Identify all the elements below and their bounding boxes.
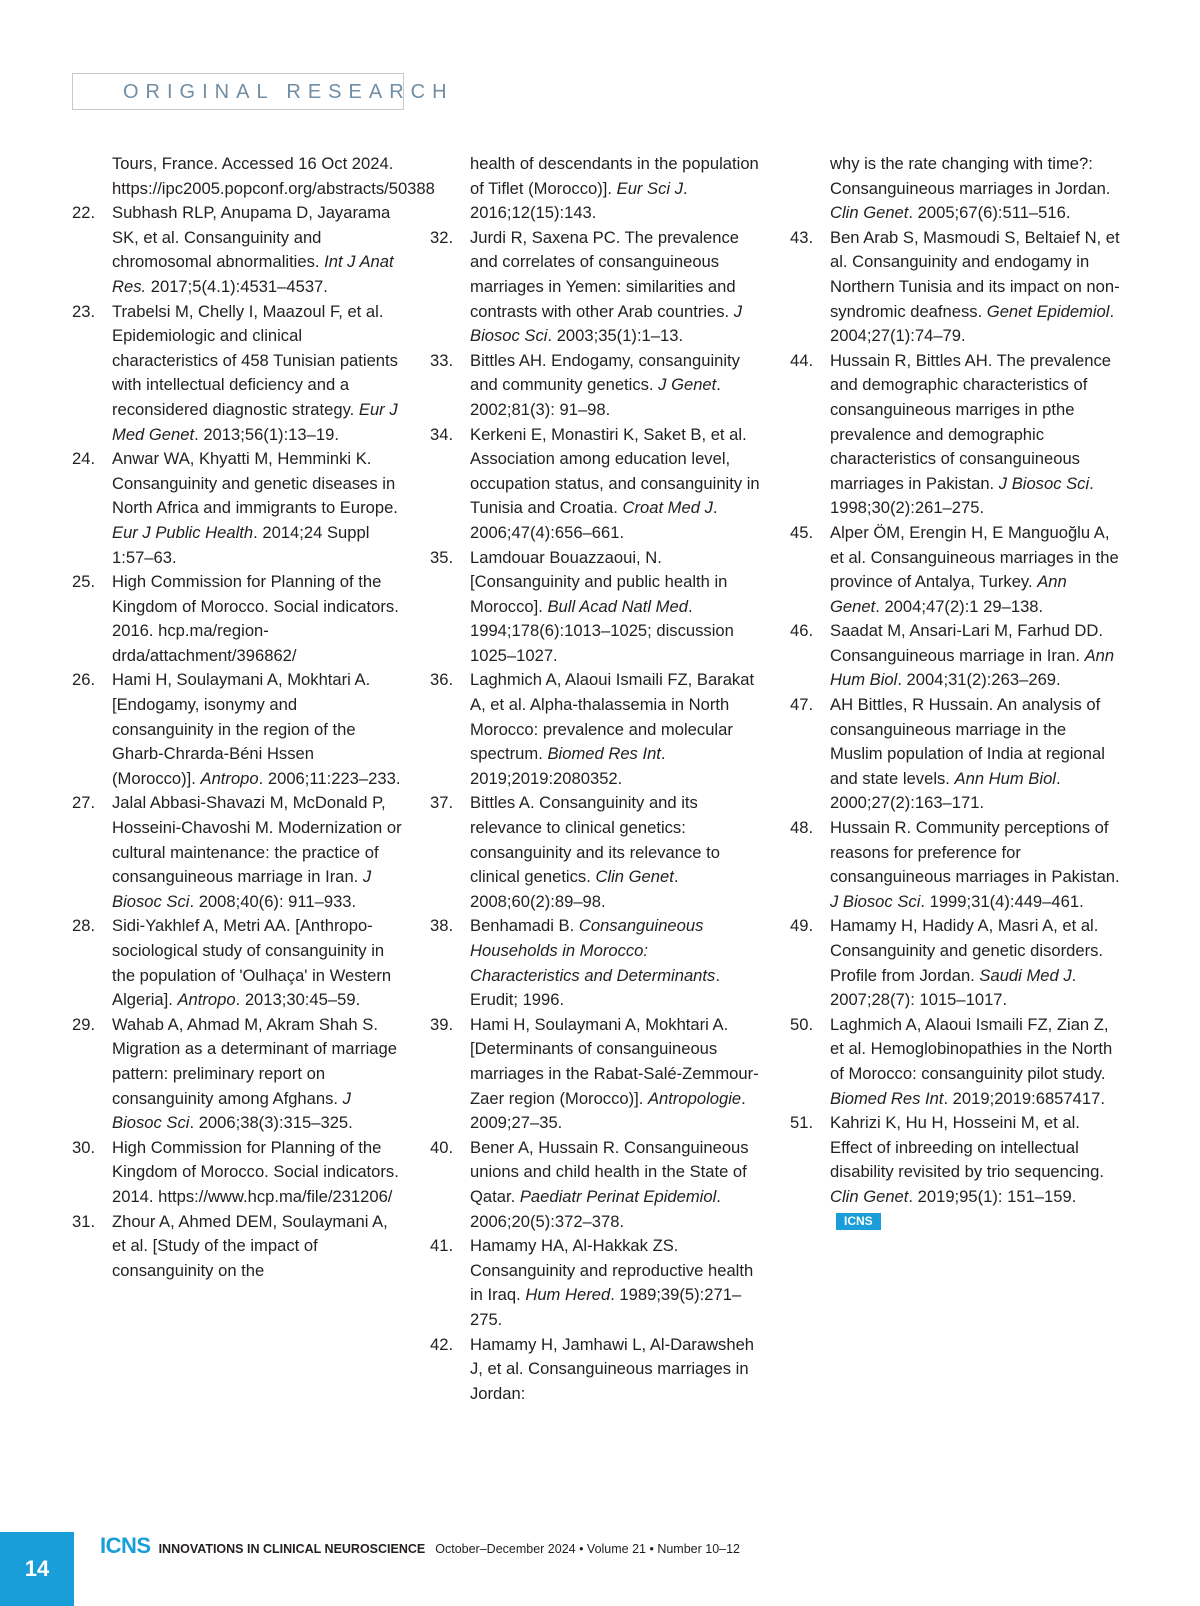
reference-item bbox=[72, 668, 402, 791]
reference-number: 49. bbox=[790, 916, 814, 936]
journal-logo: ICNS bbox=[100, 1533, 151, 1558]
reference-item bbox=[430, 1333, 760, 1407]
reference-number: 30. bbox=[72, 1137, 96, 1157]
reference-item bbox=[430, 152, 760, 226]
reference-item bbox=[72, 1210, 402, 1284]
reference-item bbox=[790, 521, 1120, 619]
reference-number: 47. bbox=[790, 695, 814, 715]
reference-text: Kahrizi K, Hu H, Hosseini M, et al. Effect of inbreeding on intellectual disability revisited by trio sequencing. Clin Genet. 2019;95(1): 151–159.ICNS bbox=[830, 1113, 1104, 1228]
reference-number: 23. bbox=[72, 301, 96, 321]
reference-text: Wahab A, Ahmad M, Akram Shah S. Migration as a determinant of marriage pattern: preliminary report on consanguinity among Afghans. J Biosoc Sci. 2006;38(3):315–325. bbox=[112, 1014, 397, 1133]
reference-text: Zhour A, Ahmed DEM, Soulaymani A, et al. [Study of the impact of consanguinity on the bbox=[112, 1211, 388, 1280]
reference-text: High Commission for Planning of the Kingdom of Morocco. Social indicators. 2016. hcp.ma/region-drda/attachment/396862/ bbox=[112, 572, 399, 665]
reference-number: 50. bbox=[790, 1014, 814, 1034]
references-column-1 bbox=[72, 152, 435, 1283]
references-column-3 bbox=[790, 152, 1120, 1234]
reference-text: Jalal Abbasi-Shavazi M, McDonald P, Hosseini-Chavoshi M. Modernization or cultural maintenance: the practice of consanguineous marriage in Iran. J Biosoc Sci. 2008;40(6): 911–933. bbox=[112, 793, 402, 911]
reference-text: Jurdi R, Saxena PC. The prevalence and correlates of consanguineous marriages in Yemen: similarities and contrasts with other Arab countries. J Biosoc Sci. 2003;35(1):1–13. bbox=[470, 227, 743, 346]
reference-number: 25. bbox=[72, 572, 96, 592]
issue-info: October–December 2024 • Volume 21 • Number 10–12 bbox=[435, 1542, 741, 1556]
reference-item bbox=[430, 226, 760, 349]
reference-item bbox=[790, 1111, 1120, 1234]
reference-item bbox=[790, 152, 1120, 226]
page-number: 14 bbox=[24, 1556, 50, 1581]
reference-text: why is the rate changing with time?: Consanguineous marriages in Jordan. Clin Genet. 2005;67(6):511–516. bbox=[830, 154, 1111, 223]
reference-number: 38. bbox=[430, 916, 454, 936]
reference-item bbox=[72, 447, 402, 570]
reference-item bbox=[72, 152, 435, 201]
reference-item bbox=[790, 1013, 1120, 1111]
reference-item bbox=[72, 300, 402, 448]
reference-number: 48. bbox=[790, 818, 814, 838]
reference-text: Bener A, Hussain R. Consanguineous unions and child health in the State of Qatar. Paediatr Perinat Epidemiol. 2006;20(5):372–378. bbox=[470, 1137, 749, 1231]
reference-text: Hamamy HA, Al-Hakkak ZS. Consanguinity and reproductive health in Iraq. Hum Hered. 1989;39(5):271–275. bbox=[470, 1236, 754, 1329]
reference-number: 22. bbox=[72, 203, 96, 223]
reference-number: 34. bbox=[430, 424, 454, 444]
reference-number: 51. bbox=[790, 1113, 814, 1133]
reference-text: Sidi-Yakhlef A, Metri AA. [Anthropo-sociological study of consanguinity in the population of 'Oulhaça' in Western Algeria]. Antropo. 2013;30:45–59. bbox=[112, 916, 392, 1010]
journal-name: INNOVATIONS IN CLINICAL NEUROSCIENCE bbox=[158, 1542, 426, 1556]
reference-text: Anwar WA, Khyatti M, Hemminki K. Consanguinity and genetic diseases in North Africa and immigrants to Europe. Eur J Public Health. 2014;24 Suppl 1:57–63. bbox=[112, 449, 398, 567]
reference-number: 33. bbox=[430, 350, 454, 370]
reference-item bbox=[790, 619, 1120, 693]
reference-text: Alper ÖM, Erengin H, E Manguoğlu A, et al. Consanguineous marriages in the province of Antalya, Turkey. Ann Genet. 2004;47(2):1 29–138. bbox=[830, 522, 1119, 616]
reference-text: Ben Arab S, Masmoudi S, Beltaief N, et al. Consanguinity and endogamy in Northern Tunisia and its impact on non-syndromic deafness. Genet Epidemiol. 2004;27(1):74–79. bbox=[830, 227, 1120, 346]
reference-text: Bittles AH. Endogamy, consanguinity and community genetics. J Genet. 2002;81(3): 91–98. bbox=[470, 350, 740, 419]
reference-number: 37. bbox=[430, 793, 454, 813]
reference-number: 46. bbox=[790, 621, 814, 641]
reference-text: Hami H, Soulaymani A, Mokhtari A. [Endogamy, isonymy and consanguinity in the region of the Gharb-Chrarda-Béni Hssen (Morocco)]. Antropo. 2006;11:223–233. bbox=[112, 670, 401, 788]
reference-item bbox=[790, 349, 1120, 521]
reference-text: Hussain R, Bittles AH. The prevalence and demographic characteristics of consanguineous marriges in pthe prevalence and demographic characteristics of consanguineous marriages in Pakistan. J Biosoc Sci. 1998;30(2):261–275. bbox=[830, 350, 1111, 518]
reference-item bbox=[790, 816, 1120, 914]
reference-item bbox=[72, 914, 402, 1012]
reference-number: 44. bbox=[790, 350, 814, 370]
reference-text: Laghmich A, Alaoui Ismaili FZ, Zian Z, et al. Hemoglobinopathies in the North of Morocco: consanguinity pilot study. Biomed Res Int. 2019;2019:6857417. bbox=[830, 1014, 1113, 1108]
reference-item bbox=[430, 914, 760, 1012]
reference-item bbox=[430, 791, 760, 914]
reference-number: 45. bbox=[790, 522, 814, 542]
reference-text: Tours, France. Accessed 16 Oct 2024. https://ipc2005.popconf.org/abstracts/50388 bbox=[112, 154, 435, 198]
section-label: ORIGINAL RESEARCH bbox=[123, 81, 454, 103]
section-header bbox=[72, 73, 454, 110]
reference-text: Bittles A. Consanguinity and its relevance to clinical genetics: consanguinity and its relevance to clinical genetics. Clin Genet. 2008;60(2):89–98. bbox=[470, 793, 720, 911]
reference-text: Trabelsi M, Chelly I, Maazoul F, et al. Epidemiologic and clinical characteristics of 458 Tunisian patients with intellectual deficiency and a reconsidered diagnostic strategy. Eur J Med Genet. 2013;56(1):13–19. bbox=[112, 301, 398, 444]
end-of-article-badge: ICNS bbox=[836, 1213, 881, 1230]
reference-number: 43. bbox=[790, 227, 814, 247]
reference-text: Kerkeni E, Monastiri K, Saket B, et al. Association among education level, occupation status, and consanguinity in Tunisia and Croatia. Croat Med J. 2006;47(4):656–661. bbox=[470, 424, 760, 542]
reference-number: 27. bbox=[72, 793, 96, 813]
reference-number: 41. bbox=[430, 1236, 454, 1256]
reference-number: 28. bbox=[72, 916, 96, 936]
reference-item bbox=[430, 423, 760, 546]
reference-text: Hussain R. Community perceptions of reasons for preference for consanguineous marriages in Pakistan. J Biosoc Sci. 1999;31(4):449–461. bbox=[830, 818, 1120, 911]
reference-item bbox=[430, 668, 760, 791]
footer bbox=[100, 1533, 740, 1559]
reference-item bbox=[72, 570, 402, 668]
reference-number: 26. bbox=[72, 670, 96, 690]
reference-item bbox=[790, 226, 1120, 349]
reference-number: 29. bbox=[72, 1014, 96, 1034]
reference-text: High Commission for Planning of the Kingdom of Morocco. Social indicators. 2014. https://www.hcp.ma/file/231206/ bbox=[112, 1137, 399, 1206]
reference-number: 36. bbox=[430, 670, 454, 690]
reference-item bbox=[430, 1136, 760, 1234]
reference-number: 40. bbox=[430, 1137, 454, 1157]
reference-item bbox=[430, 349, 760, 423]
reference-item bbox=[430, 546, 760, 669]
reference-number: 32. bbox=[430, 227, 454, 247]
reference-item bbox=[72, 791, 402, 914]
reference-text: Hami H, Soulaymani A, Mokhtari A. [Determinants of consanguineous marriages in the Rabat-Salé-Zemmour-Zaer region (Morocco)]. Antropologie. 2009;27–35. bbox=[470, 1014, 759, 1133]
reference-item bbox=[72, 1136, 402, 1210]
references-column-2 bbox=[430, 152, 760, 1406]
reference-item bbox=[72, 1013, 402, 1136]
reference-item bbox=[790, 914, 1120, 1012]
reference-item bbox=[72, 201, 402, 299]
reference-text: Saadat M, Ansari-Lari M, Farhud DD. Consanguineous marriage in Iran. Ann Hum Biol. 2004;31(2):263–269. bbox=[830, 621, 1115, 690]
reference-text: Benhamadi B. Consanguineous Households in Morocco: Characteristics and Determinants. Erudit; 1996. bbox=[470, 916, 720, 1010]
reference-number: 39. bbox=[430, 1014, 454, 1034]
reference-number: 42. bbox=[430, 1334, 454, 1354]
reference-number: 24. bbox=[72, 449, 96, 469]
reference-text: Lamdouar Bouazzaoui, N. [Consanguinity and public health in Morocco]. Bull Acad Natl Med. 1994;178(6):1013–1025; discussion 1025–1027. bbox=[470, 547, 734, 665]
reference-text: Laghmich A, Alaoui Ismaili FZ, Barakat A, et al. Alpha-thalassemia in North Morocco: prevalence and molecular spectrum. Biomed Res Int. 2019;2019:2080352. bbox=[470, 670, 755, 788]
reference-text: Subhash RLP, Anupama D, Jayarama SK, et al. Consanguinity and chromosomal abnormalities. Int J Anat Res. 2017;5(4.1):4531–4537. bbox=[112, 203, 394, 296]
reference-number: 31. bbox=[72, 1211, 96, 1231]
reference-number: 35. bbox=[430, 547, 454, 567]
page-number-box bbox=[0, 1532, 74, 1606]
reference-item bbox=[430, 1234, 760, 1332]
reference-item bbox=[430, 1013, 760, 1136]
reference-text: Hamamy H, Jamhawi L, Al-Darawsheh J, et al. Consanguineous marriages in Jordan: bbox=[470, 1334, 755, 1403]
reference-item bbox=[790, 693, 1120, 816]
reference-text: Hamamy H, Hadidy A, Masri A, et al. Consanguinity and genetic disorders. Profile from Jordan. Saudi Med J. 2007;28(7): 1015–1017. bbox=[830, 916, 1104, 1010]
reference-text: health of descendants in the population of Tiflet (Morocco)]. Eur Sci J. 2016;12(15):143. bbox=[470, 154, 759, 223]
reference-text: AH Bittles, R Hussain. An analysis of consanguineous marriage in the Muslim population of India at regional and state levels. Ann Hum Biol. 2000;27(2):163–171. bbox=[830, 695, 1105, 813]
